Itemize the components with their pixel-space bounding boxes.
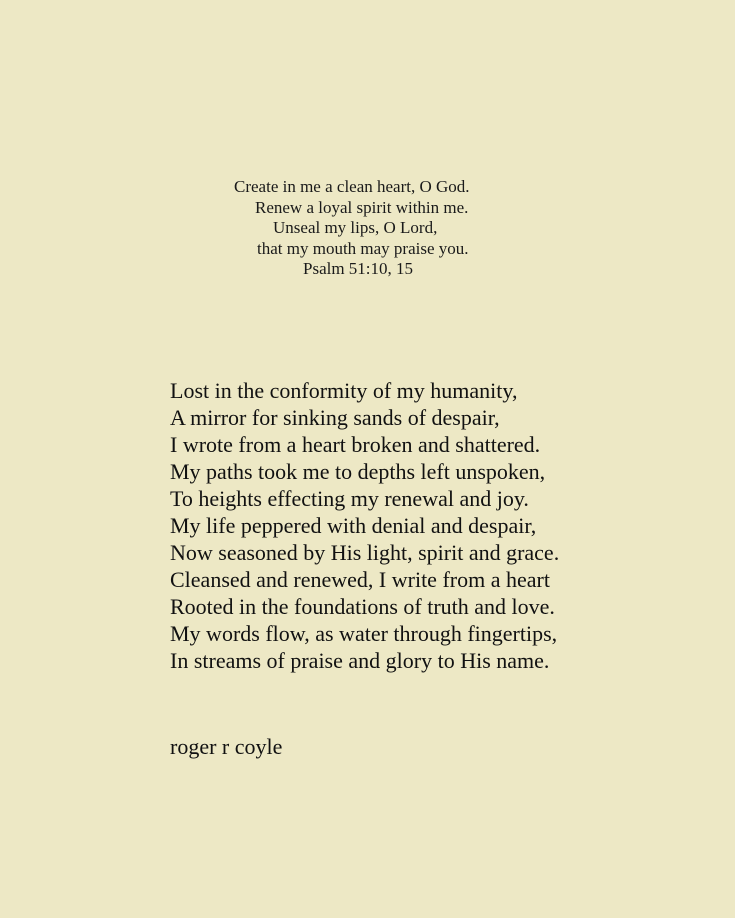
epigraph-line-3: Unseal my lips, O Lord, <box>273 218 438 237</box>
poem-line: Rooted in the foundations of truth and love. <box>170 594 555 619</box>
epigraph-line-4: that my mouth may praise you. <box>257 239 469 258</box>
poem-line: To heights effecting my renewal and joy. <box>170 486 529 511</box>
poem-line: A mirror for sinking sands of despair, <box>170 405 500 430</box>
poem-line: Cleansed and renewed, I write from a heart <box>170 567 550 592</box>
epigraph-line-2: Renew a loyal spirit within me. <box>255 198 469 217</box>
epigraph-line-1: Create in me a clean heart, O God. <box>234 177 470 196</box>
poem-line: My life peppered with denial and despair, <box>170 513 537 538</box>
poem-line: I wrote from a heart broken and shattered. <box>170 432 541 457</box>
poem-body <box>170 377 559 674</box>
poem-line: My paths took me to depths left unspoken, <box>170 459 546 484</box>
epigraph-citation: Psalm 51:10, 15 <box>303 259 414 278</box>
poem-line: Lost in the conformity of my humanity, <box>170 378 518 403</box>
poem-line: In streams of praise and glory to His name. <box>170 648 550 673</box>
author-signature: roger r coyle <box>170 734 283 759</box>
poem-line: My words flow, as water through fingertips, <box>170 621 558 646</box>
poem-line: Now seasoned by His light, spirit and grace. <box>170 540 560 565</box>
